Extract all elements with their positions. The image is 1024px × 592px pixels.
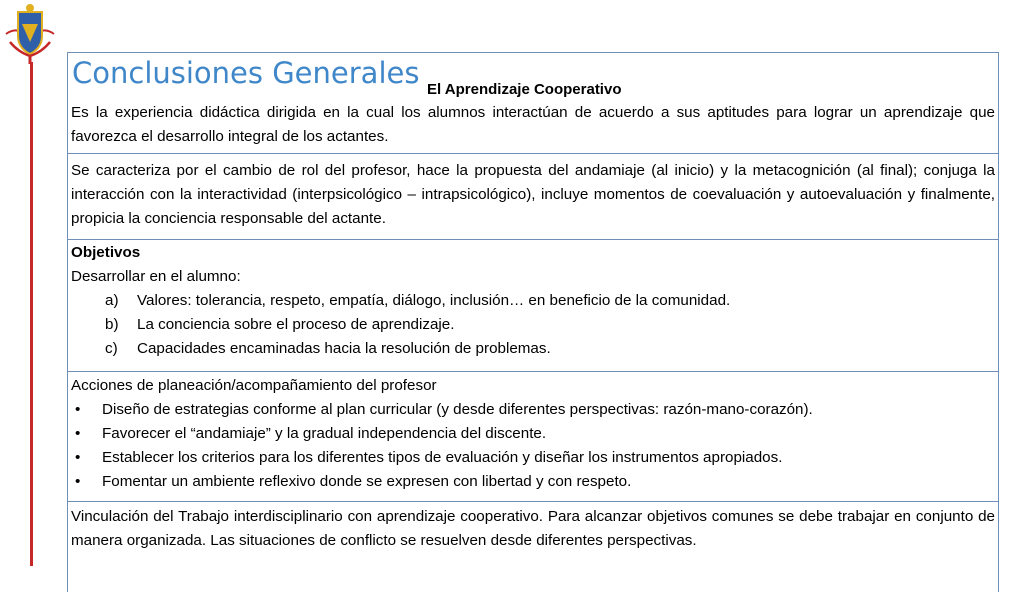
definition-row: [68, 101, 998, 149]
bullet-icon: •: [75, 449, 81, 466]
linkage-row: [68, 505, 998, 553]
content-table: [67, 52, 999, 592]
page-subtitle: El Aprendizaje Cooperativo: [427, 81, 622, 98]
actions-list: [71, 398, 995, 494]
list-item: [71, 289, 995, 313]
bullet-icon: •: [75, 473, 81, 490]
objectives-heading: Objetivos: [71, 244, 141, 261]
list-item: [71, 446, 995, 470]
list-marker: b): [105, 316, 119, 333]
list-item-text: Diseño de estrategias conforme al plan curricular (y desde diferentes perspectivas: razón-mano-corazón).: [102, 401, 813, 418]
objectives-row: [68, 241, 998, 361]
actions-heading: Acciones de planeación/acompañamiento del profesor: [71, 377, 437, 394]
characteristics-row: [68, 159, 998, 231]
page-title: Conclusiones Generales: [72, 56, 420, 90]
row-divider: [68, 239, 998, 240]
definition-text: Es la experiencia didáctica dirigida en la cual los alumnos interactúan de acuerdo a sus aptitudes para lograr un aprendizaje que favorezca el desarrollo integral de los actantes.: [71, 104, 995, 145]
list-item-text: Capacidades encaminadas hacia la resolución de problemas.: [137, 340, 551, 357]
crest-shield-icon: [4, 2, 56, 64]
list-item-text: Fomentar un ambiente reflexivo donde se expresen con libertad y con respeto.: [102, 473, 632, 490]
row-divider: [68, 153, 998, 154]
list-marker: c): [105, 340, 118, 357]
objectives-intro: Desarrollar en el alumno:: [71, 268, 241, 285]
characteristics-text: Se caracteriza por el cambio de rol del profesor, hace la propuesta del andamiaje (al inicio) y la metacognición (al final); conjuga la interacción con la interactividad (interpsicológico – intrapsicológico), incluye momentos de coevaluación y autoevaluación y finalmente, propicia la conciencia responsable del actante.: [71, 162, 995, 227]
bullet-icon: •: [75, 401, 81, 418]
list-item-text: Establecer los criterios para los diferentes tipos de evaluación y diseñar los instrumentos apropiados.: [102, 449, 783, 466]
list-marker: a): [105, 292, 119, 309]
objectives-list: [71, 289, 995, 361]
list-item: [71, 470, 995, 494]
bullet-icon: •: [75, 425, 81, 442]
accent-line: [30, 62, 33, 566]
list-item-text: Favorecer el “andamiaje” y la gradual independencia del discente.: [102, 425, 547, 442]
row-divider: [68, 501, 998, 502]
list-item: [71, 398, 995, 422]
row-divider: [68, 371, 998, 372]
list-item-text: Valores: tolerancia, respeto, empatía, diálogo, inclusión… en beneficio de la comunidad.: [137, 292, 731, 309]
list-item: [71, 313, 995, 337]
list-item-text: La conciencia sobre el proceso de aprendizaje.: [137, 316, 455, 333]
list-item: [71, 422, 995, 446]
actions-row: [68, 374, 998, 494]
list-item: [71, 337, 995, 361]
linkage-text: Vinculación del Trabajo interdisciplinario con aprendizaje cooperativo. Para alcanzar objetivos comunes se debe trabajar en conjunto de manera organizada. Las situaciones de conflicto se resuelven desde diferentes perspectivas.: [71, 508, 995, 549]
